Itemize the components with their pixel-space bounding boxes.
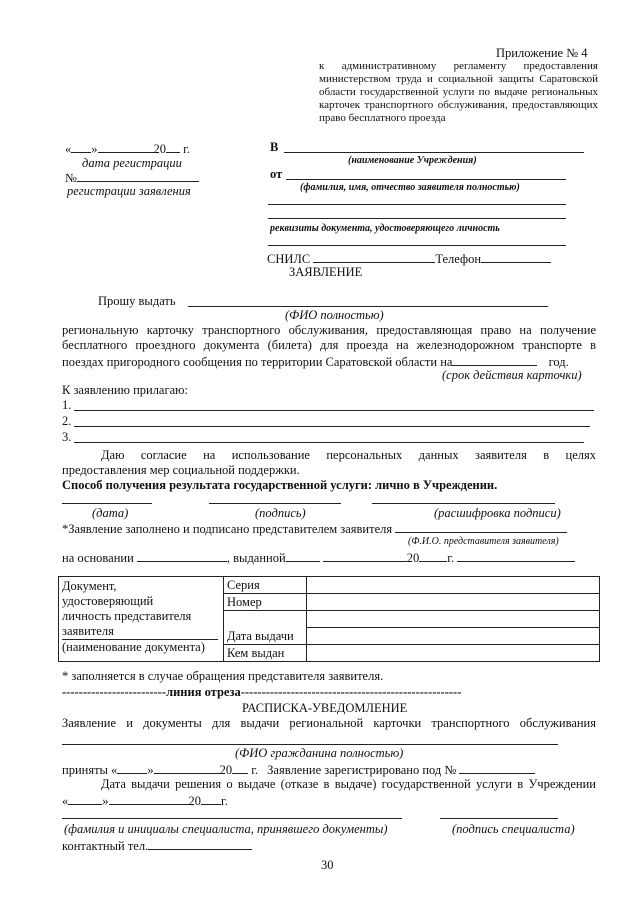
document-field-2[interactable] — [268, 245, 566, 246]
snils-phone-line[interactable]: СНИЛС Телефон — [267, 250, 551, 267]
specialist-caption: (фамилия и инициалы специалиста, принявшего документы) — [64, 822, 388, 836]
representative-basis[interactable]: на основании , выданной 20 г. — [62, 549, 575, 566]
empty-label — [224, 611, 307, 628]
request-text-2: бесплатного проездного документа (билета) для проезда на железнодорожном транспорте в — [62, 338, 596, 352]
signature-field[interactable] — [209, 503, 341, 504]
series-value[interactable] — [307, 577, 600, 594]
specialist-field[interactable] — [62, 818, 402, 819]
document-field[interactable] — [268, 218, 566, 219]
decoding-field[interactable] — [372, 503, 555, 504]
from-caption: (фамилия, имя, отчество заявителя полностью) — [300, 182, 520, 193]
date-caption: (дата) — [92, 506, 129, 520]
request-fio-caption: (ФИО полностью) — [285, 308, 384, 322]
registration-date-caption: дата регистрации — [82, 156, 182, 170]
representative-fio-caption: (Ф.И.О. представителя заявителя) — [408, 536, 559, 547]
registration-number-line[interactable]: № — [65, 169, 199, 186]
attachment-2-field[interactable] — [74, 426, 590, 427]
receipt-fio-field[interactable] — [62, 744, 558, 745]
attachment-1-number: 1. — [62, 398, 72, 412]
representative-statement[interactable]: *Заявление заполнено и подписано представителем заявителя — [62, 520, 567, 537]
issued-by-value[interactable] — [307, 645, 600, 662]
request-text-3[interactable]: поездах пригородного сообщения по территории Саратовской области на год. — [62, 355, 569, 369]
representative-document-table — [58, 576, 600, 662]
footnote: * заполняется в случае обращения представителя заявителя. — [62, 669, 384, 683]
from-label: от — [270, 167, 283, 181]
registration-date-line[interactable]: « » 20 г. — [65, 142, 190, 156]
attachment-3-field[interactable] — [74, 442, 584, 443]
consent-line-1: Даю согласие на использование персональных данных заявителя в целях — [101, 448, 596, 462]
appendix-line-5: право бесплатного проезда — [319, 112, 446, 124]
number-value[interactable] — [307, 594, 600, 611]
attachment-2-number: 2. — [62, 414, 72, 428]
consent-line-2: предоставления мер социальной поддержки. — [62, 463, 300, 477]
appendix-line-1: к административному регламенту предоставления — [319, 60, 598, 72]
issue-date-label: Дата выдачи — [224, 628, 307, 645]
page-number: 30 — [321, 858, 334, 872]
page-heading: ЗАЯВЛЕНИЕ — [289, 265, 363, 279]
decision-line-1: Дата выдачи решения о выдаче (отказе в выдаче) государственной услуги в Учреждении — [101, 777, 596, 791]
appendix-line-4: карточек транспортного обслуживания, предоставляющих — [319, 99, 598, 111]
signature-caption: (подпись) — [255, 506, 306, 520]
request-text-1: региональную карточку транспортного обслуживания, предоставляющая право на получение — [62, 323, 596, 337]
decoding-caption: (расшифровка подписи) — [434, 506, 561, 520]
attachment-1-field[interactable] — [74, 410, 594, 411]
appendix-title: Приложение № 4 — [496, 46, 588, 60]
receipt-accepted-line[interactable]: приняты « » 20 г. Заявление зарегистрировано под № — [62, 761, 535, 778]
issued-by-label: Кем выдан — [224, 645, 307, 662]
from-field-2[interactable] — [268, 204, 566, 205]
empty-value[interactable] — [307, 611, 600, 628]
date-field[interactable] — [62, 503, 152, 504]
issue-date-value[interactable] — [307, 628, 600, 645]
request-label: Прошу выдать — [98, 294, 176, 308]
to-caption: (наименование Учреждения) — [348, 155, 477, 166]
receipt-fio-caption: (ФИО гражданина полностью) — [235, 746, 404, 760]
registration-number-caption: регистрации заявления — [67, 184, 191, 198]
cut-line-label: линия отреза — [166, 685, 241, 699]
to-label: В — [270, 140, 279, 154]
receipt-method: Способ получения результата государственной услуги: лично в Учреждении. — [62, 478, 498, 492]
document-caption: реквизиты документа, удостоверяющего личность — [270, 223, 500, 234]
appendix-line-2: министерством труда и социальной защиты Саратовской — [319, 73, 598, 85]
document-description-cell: Документ, удостоверяющий личность представителя заявителя (наименование документа) — [59, 577, 224, 662]
cut-line: -------------------------линия отреза----------------------------------------------------- — [62, 685, 462, 699]
request-fio-field[interactable] — [188, 306, 548, 307]
receipt-line-1: Заявление и документы для выдачи региональной карточки транспортного обслуживания — [62, 716, 596, 730]
decision-date-line[interactable]: « » 20 г. — [62, 794, 228, 808]
contact-line[interactable]: контактный тел. — [62, 837, 252, 854]
attachment-3-number: 3. — [62, 430, 72, 444]
term-caption: (срок действия карточки) — [442, 368, 582, 382]
attachments-label: К заявлению прилагаю: — [62, 383, 188, 397]
from-field[interactable] — [286, 179, 566, 180]
to-field[interactable] — [284, 152, 584, 153]
specialist-signature-field[interactable] — [440, 818, 558, 819]
series-label: Серия — [224, 577, 307, 594]
appendix-line-3: области государственной услуги по выдаче региональных — [319, 86, 598, 98]
receipt-title: РАСПИСКА-УВЕДОМЛЕНИЕ — [242, 701, 408, 715]
number-label: Номер — [224, 594, 307, 611]
specialist-signature-caption: (подпись специалиста) — [452, 822, 575, 836]
